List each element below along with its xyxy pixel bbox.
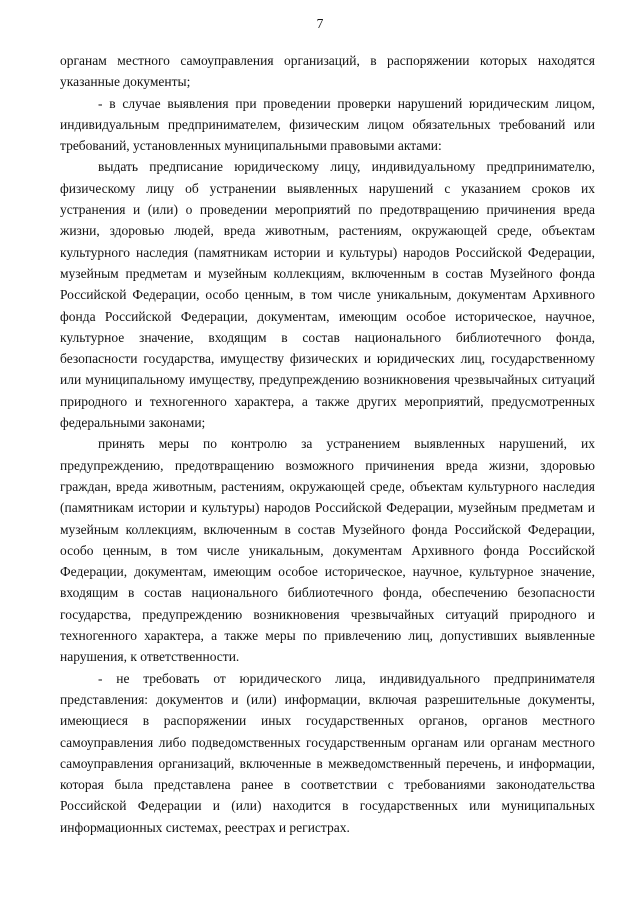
paragraph-violation-case: - в случае выявления при проведении проверки нарушений юридическим лицом, индивидуальным предпринимателем, физическим лицом обязательных требований или требований, установленных муниципальными правовыми актами: <box>60 95 595 154</box>
page-number: 7 <box>316 16 324 31</box>
paragraph-no-documents-required: - не требовать от юридического лица, индивидуального предпринимателя представления: документов и (или) информации, включая разрешительные документы, имеющиеся в распоряжении иных государственных органов, органов местного самоуправления либо подведомственных государственным органам или органам местного самоуправления организаций, включенные в межведомственный перечень, и информации, которая была представлена ранее в соответствии с требованиями законодательства Российской Федерации и (или) находится в государственных или муниципальных информационных системах, реестрах и регистрах. <box>60 670 595 835</box>
paragraph-continuation: органам местного самоуправления организаций, в распоряжении которых находятся указанные документы; <box>60 53 595 90</box>
paragraph-take-measures: принять меры по контролю за устранением выявленных нарушений, их предупреждению, предотвращению возможного причинения вреда жизни, здоровью граждан, вреда животным, растениям, окружающей среде, объектам культурного наследия (памятникам истории и культуры) народов Российской Федерации, музейным предметам и музейным коллекциям, включенным в состав Музейного фонда Российской Федерации, особо ценным, в том числе уникальным, документам Архивного фонда Российской Федерации, документам, имеющим особое историческое, научное, культурное значение, входящим в состав национального библиотечного фонда, обеспечению безопасности государства, предупреждению возникновения чрезвычайных ситуаций природного и техногенного характера, а также меры по привлечению лиц, допустивших выявленные нарушения, к ответственности. <box>60 436 595 665</box>
document-body <box>60 50 595 838</box>
paragraph-issue-order: выдать предписание юридическому лицу, индивидуальному предпринимателю, физическому лицу об устранении выявленных нарушений с указанием сроков их устранения и (или) о проведении мероприятий по предотвращению причинения вреда жизни, здоровью людей, вреда животным, растениям, окружающей среде, объектам культурного наследия (памятникам истории и культуры) народов Российской Федерации, музейным предметам и музейным коллекциям, включенным в состав Музейного фонда Российской Федерации, особо ценным, в том числе уникальным, документам Архивного фонда Российской Федерации, документам, имеющим особое историческое, научное, культурное значение, входящим в состав национального библиотечного фонда, безопасности государства, имуществу физических и юридических лиц, государственному или муниципальному имуществу, предупреждению возникновения чрезвычайных ситуаций природного и техногенного характера, а также других мероприятий, предусмотренных федеральными законами; <box>60 159 595 431</box>
